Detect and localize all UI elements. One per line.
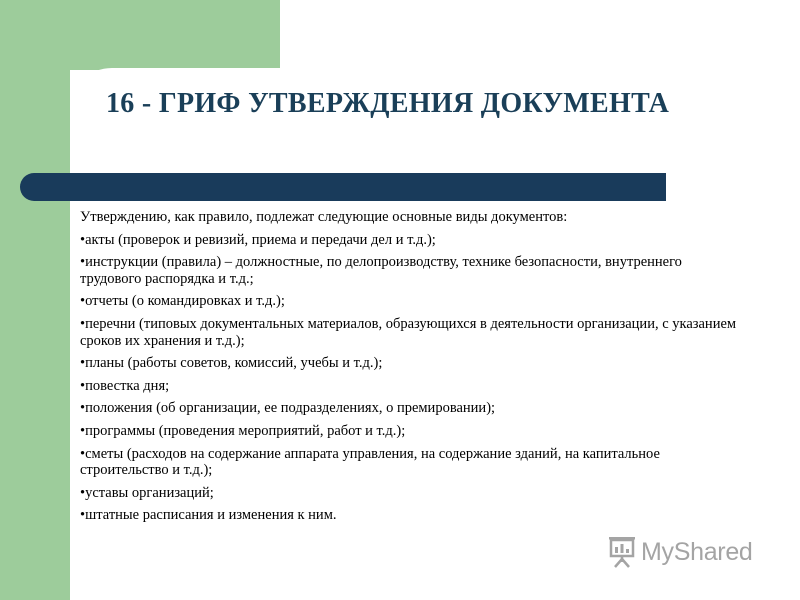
bullet-item: •программы (проведения мероприятий, работ и т.д.);	[80, 422, 406, 439]
side-band	[0, 0, 70, 600]
bullet-item: •планы (работы советов, комиссий, учебы и т.д.);	[80, 355, 383, 372]
bullet-item: •сметы (расходов на содержание аппарата управления, на содержание зданий, на капитальное строительство и т.д.);	[80, 445, 660, 479]
slide-title: 16 - ГРИФ УТВЕРЖДЕНИЯ ДОКУМЕНТА	[106, 88, 670, 119]
myshared-watermark	[607, 535, 753, 569]
bullet-item: •положения (об организации, ее подразделениях, о премировании);	[80, 400, 496, 417]
title-underline-bar	[20, 173, 666, 201]
presentation-board-icon	[607, 535, 637, 569]
bullet-item: •отчеты (о командировках и т.д.);	[80, 293, 285, 310]
bullet-item: •штатные расписания и изменения к ним.	[80, 507, 337, 524]
bullet-item: •акты (проверок и ревизий, приема и передачи дел и т.д.);	[80, 231, 436, 248]
bullet-item: •перечни (типовых документальных материалов, образующихся в деятельности организации, с указанием сроков их хранения и т.д.);	[80, 315, 737, 349]
intro-paragraph: Утверждению, как правило, подлежат следующие основные виды документов:	[80, 209, 568, 225]
slide-body	[80, 209, 740, 530]
corner-block	[70, 0, 280, 70]
bullet-item: •уставы организаций;	[80, 484, 214, 501]
watermark-text: MyShared	[641, 537, 753, 566]
bullet-item: •инструкции (правила) – должностные, по делопроизводству, технике безопасности, внутреннего трудового распорядка и т.д.;	[80, 254, 682, 287]
bullet-item: •повестка дня;	[80, 377, 170, 394]
